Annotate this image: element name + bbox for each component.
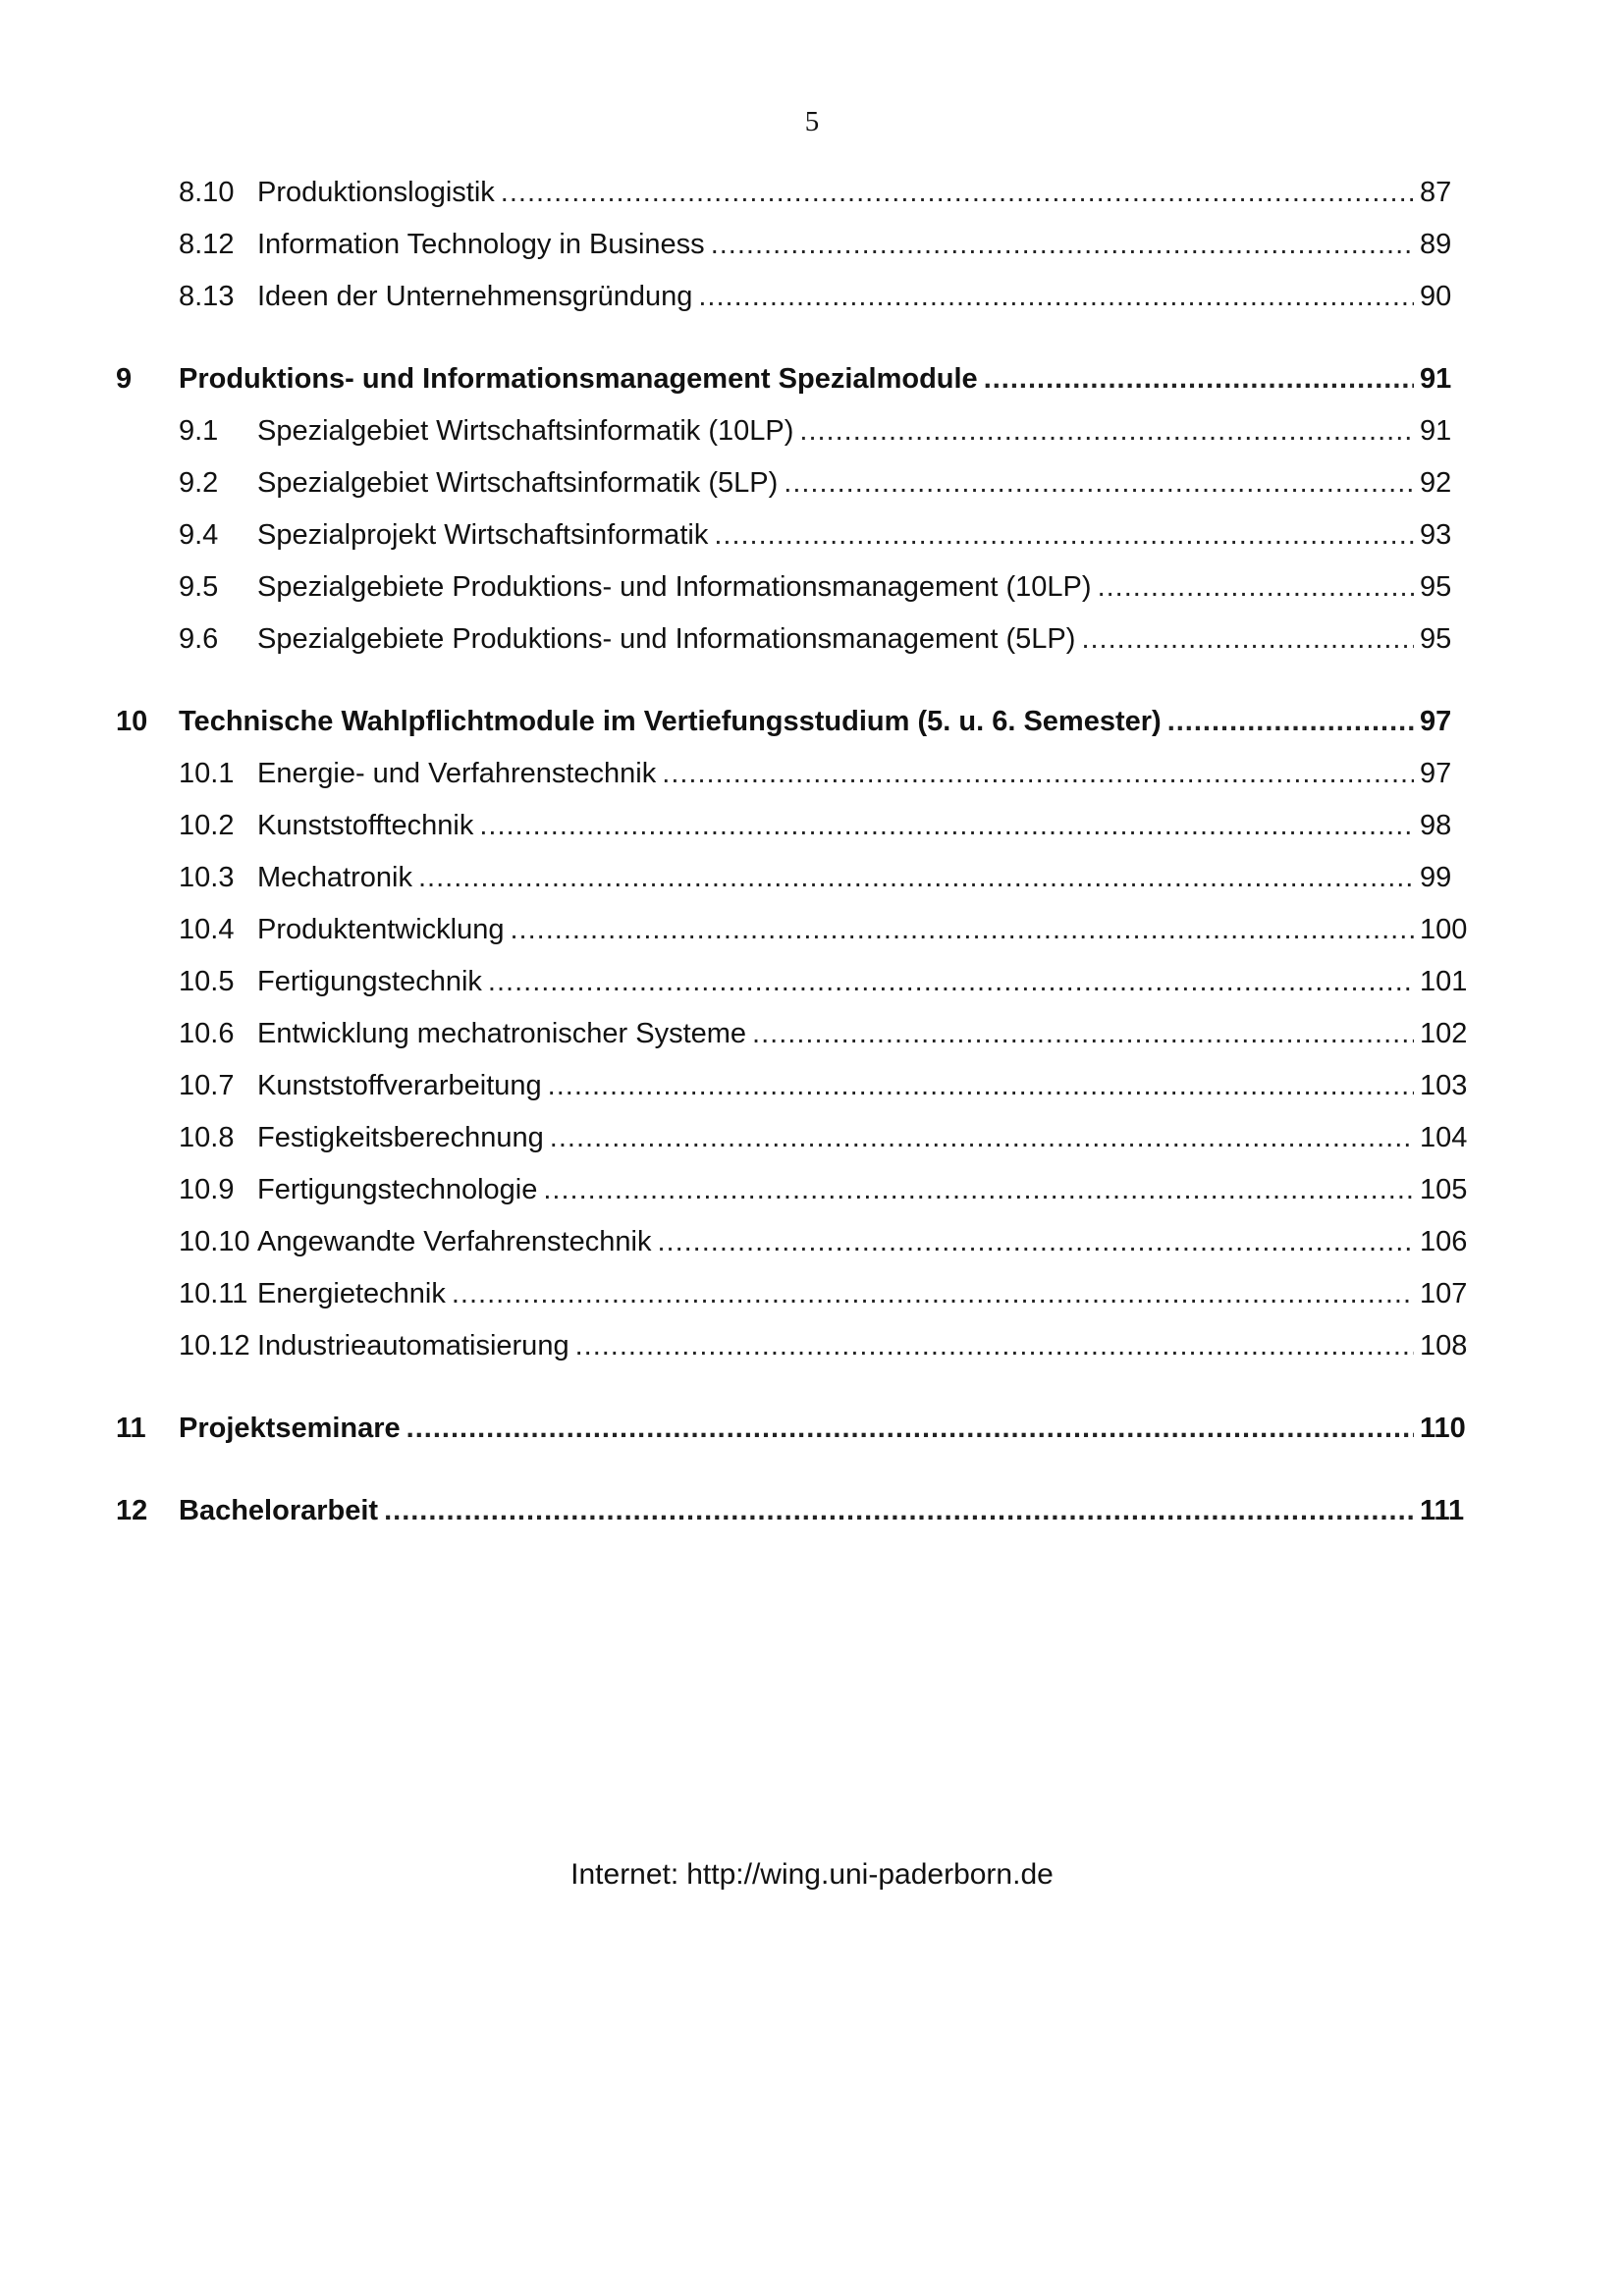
toc-title: Spezialgebiet Wirtschaftsinformatik (10LP) bbox=[257, 415, 794, 447]
toc-title: Angewandte Verfahrenstechnik bbox=[257, 1226, 652, 1257]
dot-leader bbox=[1167, 702, 1414, 741]
toc-number: 10.1 bbox=[179, 758, 235, 789]
dot-leader bbox=[714, 515, 1414, 555]
toc-entry[interactable] bbox=[179, 277, 1473, 316]
toc-page: 108 bbox=[1420, 1330, 1468, 1362]
toc-page: 91 bbox=[1420, 415, 1452, 447]
dot-leader bbox=[662, 754, 1414, 793]
dot-leader bbox=[384, 1491, 1414, 1530]
toc-number: 10.6 bbox=[179, 1018, 235, 1049]
toc-title: Kunststofftechnik bbox=[257, 810, 474, 841]
toc-entry[interactable] bbox=[179, 910, 1473, 949]
footer-url-link[interactable]: http://wing.uni-paderborn.de bbox=[686, 1858, 1054, 1891]
toc-title: Spezialprojekt Wirtschaftsinformatik bbox=[257, 519, 709, 551]
toc-number: 9.6 bbox=[179, 623, 219, 655]
toc-entry[interactable] bbox=[179, 173, 1473, 212]
toc-entry[interactable] bbox=[179, 1118, 1473, 1157]
toc-number: 9 bbox=[116, 363, 133, 395]
toc-title: Kunststoffverarbeitung bbox=[257, 1070, 542, 1101]
toc-entry[interactable] bbox=[179, 567, 1473, 607]
toc-page: 107 bbox=[1420, 1278, 1468, 1309]
toc-page: 90 bbox=[1420, 281, 1452, 312]
toc-number: 8.12 bbox=[179, 229, 235, 260]
dot-leader bbox=[488, 962, 1414, 1001]
dot-leader bbox=[784, 463, 1414, 503]
toc-title: Produktions- und Informationsmanagement Spezialmodule bbox=[179, 363, 978, 395]
toc-title: Ideen der Unternehmensgründung bbox=[257, 281, 693, 312]
dot-leader bbox=[575, 1326, 1414, 1365]
toc-page: 87 bbox=[1420, 177, 1452, 208]
toc-number: 10.12 bbox=[179, 1330, 250, 1362]
toc-title: Produktionslogistik bbox=[257, 177, 495, 208]
toc-entry[interactable] bbox=[179, 806, 1473, 845]
dot-leader bbox=[698, 277, 1414, 316]
toc-title: Industrieautomatisierung bbox=[257, 1330, 569, 1362]
toc-page: 100 bbox=[1420, 914, 1468, 945]
toc-entry[interactable] bbox=[179, 858, 1473, 897]
toc-title: Mechatronik bbox=[257, 862, 412, 893]
toc-page: 97 bbox=[1420, 758, 1452, 789]
footer-label: Internet: bbox=[570, 1858, 679, 1891]
toc-number: 8.13 bbox=[179, 281, 235, 312]
dot-leader bbox=[1081, 619, 1414, 659]
toc-number: 10.11 bbox=[179, 1278, 248, 1309]
toc-title: Spezialgebiete Produktions- und Informationsmanagement (5LP) bbox=[257, 623, 1076, 655]
toc-page: 111 bbox=[1420, 1495, 1465, 1526]
toc-entry[interactable] bbox=[179, 1274, 1473, 1313]
toc-title: Fertigungstechnik bbox=[257, 966, 482, 997]
toc-page: 92 bbox=[1420, 467, 1452, 499]
toc-title: Bachelorarbeit bbox=[179, 1495, 379, 1526]
toc-page: 105 bbox=[1420, 1174, 1468, 1205]
dot-leader bbox=[657, 1222, 1414, 1261]
toc-title: Spezialgebiet Wirtschaftsinformatik (5LP) bbox=[257, 467, 779, 499]
toc-number: 10.9 bbox=[179, 1174, 235, 1205]
toc-page: 99 bbox=[1420, 862, 1452, 893]
toc-number: 12 bbox=[116, 1495, 148, 1526]
toc-entry[interactable] bbox=[179, 463, 1473, 503]
toc-number: 9.1 bbox=[179, 415, 219, 447]
toc-page: 97 bbox=[1420, 706, 1452, 737]
toc-number: 10.10 bbox=[179, 1226, 250, 1257]
toc-page: 91 bbox=[1420, 363, 1452, 395]
dot-leader bbox=[510, 910, 1414, 949]
dot-leader bbox=[1098, 567, 1414, 607]
page-number: 5 bbox=[804, 106, 820, 137]
toc-page: 106 bbox=[1420, 1226, 1468, 1257]
toc-title: Produktentwicklung bbox=[257, 914, 505, 945]
dot-leader bbox=[479, 806, 1414, 845]
dot-leader bbox=[711, 225, 1414, 264]
toc-entry[interactable] bbox=[179, 1326, 1473, 1365]
toc-number: 10 bbox=[116, 706, 148, 737]
toc-page: 95 bbox=[1420, 571, 1452, 603]
toc-page: 93 bbox=[1420, 519, 1452, 551]
toc-entry[interactable] bbox=[179, 962, 1473, 1001]
toc-title: Festigkeitsberechnung bbox=[257, 1122, 544, 1153]
toc-number: 9.2 bbox=[179, 467, 219, 499]
toc-number: 10.7 bbox=[179, 1070, 235, 1101]
toc-entry[interactable] bbox=[179, 1066, 1473, 1105]
toc-title: Information Technology in Business bbox=[257, 229, 705, 260]
toc-chapter-entry[interactable] bbox=[116, 359, 1473, 399]
toc-title: Energie- und Verfahrenstechnik bbox=[257, 758, 657, 789]
toc-chapter-entry[interactable] bbox=[116, 702, 1473, 741]
toc-title: Projektseminare bbox=[179, 1413, 401, 1444]
toc-entry[interactable] bbox=[179, 754, 1473, 793]
toc-number: 9.4 bbox=[179, 519, 219, 551]
toc-page: 104 bbox=[1420, 1122, 1468, 1153]
toc-page: 102 bbox=[1420, 1018, 1468, 1049]
toc-number: 10.3 bbox=[179, 862, 235, 893]
toc-number: 10.4 bbox=[179, 914, 235, 945]
toc-page: 95 bbox=[1420, 623, 1452, 655]
toc-entry[interactable] bbox=[179, 619, 1473, 659]
toc-title: Spezialgebiete Produktions- und Informationsmanagement (10LP) bbox=[257, 571, 1092, 603]
dot-leader bbox=[799, 411, 1414, 451]
dot-leader bbox=[984, 359, 1414, 399]
toc-page: 103 bbox=[1420, 1070, 1468, 1101]
toc-entry[interactable] bbox=[179, 515, 1473, 555]
dot-leader bbox=[418, 858, 1414, 897]
dot-leader bbox=[406, 1409, 1414, 1448]
toc-page: 110 bbox=[1420, 1413, 1466, 1444]
toc-title: Technische Wahlpflichtmodule im Vertiefungsstudium (5. u. 6. Semester) bbox=[179, 706, 1162, 737]
toc-entry[interactable] bbox=[179, 411, 1473, 451]
dot-leader bbox=[452, 1274, 1414, 1313]
toc-number: 10.5 bbox=[179, 966, 235, 997]
toc-page: 101 bbox=[1420, 966, 1468, 997]
toc-page: 89 bbox=[1420, 229, 1452, 260]
toc-number: 10.8 bbox=[179, 1122, 235, 1153]
toc-entry[interactable] bbox=[179, 1222, 1473, 1261]
dot-leader bbox=[501, 173, 1414, 212]
toc-title: Energietechnik bbox=[257, 1278, 446, 1309]
toc-page: 98 bbox=[1420, 810, 1452, 841]
toc-title: Fertigungstechnologie bbox=[257, 1174, 538, 1205]
toc-entry[interactable] bbox=[179, 225, 1473, 264]
toc-entry[interactable] bbox=[179, 1014, 1473, 1053]
toc-number: 8.10 bbox=[179, 177, 235, 208]
dot-leader bbox=[752, 1014, 1414, 1053]
dot-leader bbox=[543, 1170, 1414, 1209]
toc-chapter-entry[interactable] bbox=[116, 1491, 1473, 1530]
dot-leader bbox=[550, 1118, 1414, 1157]
toc-entry[interactable] bbox=[179, 1170, 1473, 1209]
toc-chapter-entry[interactable] bbox=[116, 1409, 1473, 1448]
toc-number: 10.2 bbox=[179, 810, 235, 841]
toc-number: 11 bbox=[116, 1413, 146, 1444]
toc-number: 9.5 bbox=[179, 571, 219, 603]
dot-leader bbox=[548, 1066, 1414, 1105]
toc-title: Entwicklung mechatronischer Systeme bbox=[257, 1018, 747, 1049]
footer-internet bbox=[0, 1858, 1624, 1892]
